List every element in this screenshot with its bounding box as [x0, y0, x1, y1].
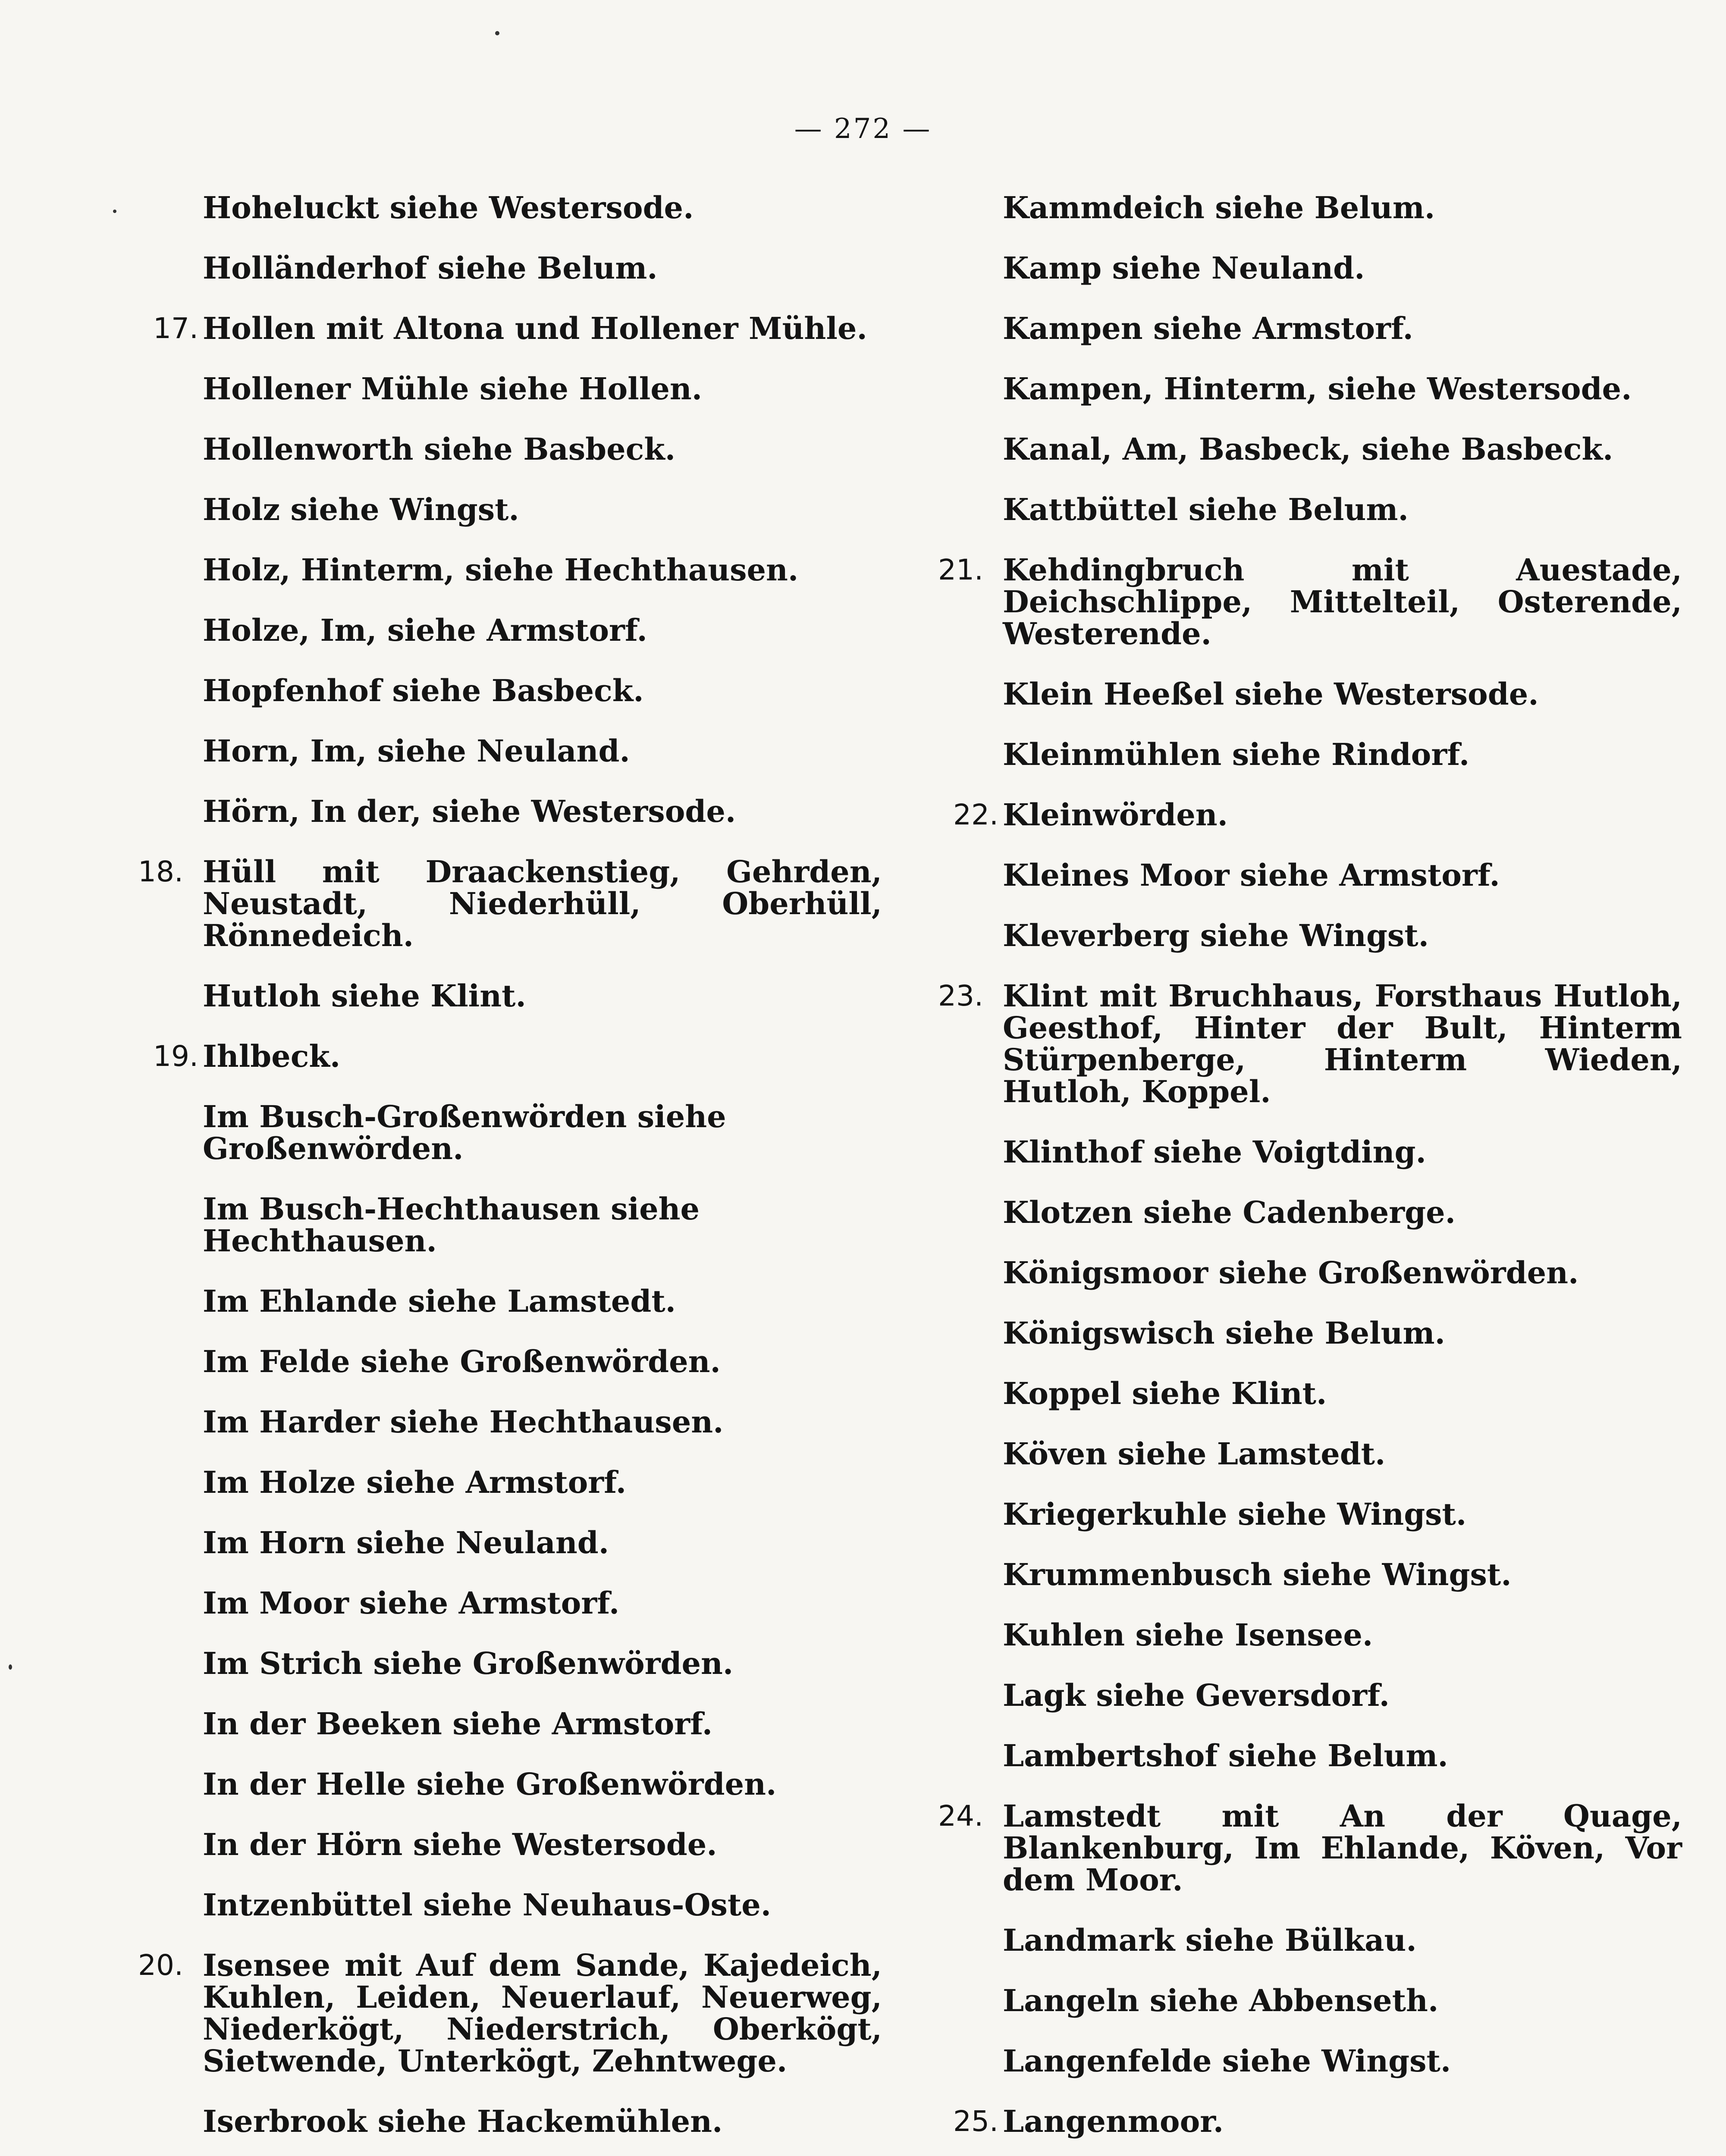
entry-text: Im Moor siehe Armstorf. [203, 1585, 620, 1621]
index-entry [129, 554, 882, 586]
index-entry [129, 433, 882, 465]
index-entry [929, 1438, 1682, 1470]
index-entry [929, 1194, 1682, 1230]
entry-text: Hollenworth siehe Basbeck. [203, 431, 676, 467]
index-entry [129, 1829, 882, 1861]
index-entry [929, 252, 1682, 284]
index-entry [929, 1985, 1682, 2017]
index-entry [129, 373, 882, 405]
print-speck [9, 1664, 12, 1670]
index-entry [129, 980, 882, 1012]
entry-text: Intzenbüttel siehe Neuhaus-Oste. [203, 1887, 772, 1923]
entry-text: Im Harder siehe Hechthausen. [203, 1404, 724, 1440]
print-speck [113, 210, 116, 213]
index-entry [929, 1559, 1682, 1591]
entry-text: Ihlbeck. [203, 1038, 341, 1074]
numbered-entry [929, 1800, 1682, 1896]
entry-text: Koppel siehe Klint. [1003, 1376, 1327, 1411]
index-entry [129, 494, 882, 526]
entry-text: Köven siehe Lamstedt. [1003, 1436, 1386, 1472]
index-entry [929, 1378, 1682, 1410]
entry-text: Iserbrook siehe Hackemühlen. [203, 2103, 723, 2139]
entry-text: Im Busch-Großenwörden siehe Großenwörden. [203, 1099, 726, 1166]
entry-text: Kleinwörden. [1003, 797, 1228, 833]
entry-text: Lamstedt mit An der Quage, Blankenburg, Im Ehlande, Köven, Vor dem Moor. [1003, 1798, 1682, 1898]
index-entry [929, 1498, 1682, 1530]
entry-number: 18. [138, 855, 183, 888]
entry-text: Hoheluckt siehe Westersode. [203, 190, 694, 226]
entry-text: Kanal, Am, Basbeck, siehe Basbeck. [1003, 431, 1613, 467]
entry-text: Hutloh siehe Klint. [203, 978, 526, 1014]
entry-text: Holze, Im, siehe Armstorf. [203, 612, 647, 648]
index-entry [929, 1740, 1682, 1772]
entry-text: Klinthof siehe Voigtding. [1003, 1134, 1426, 1170]
entry-text: Kampen, Hinterm, siehe Westersode. [1003, 371, 1632, 407]
entry-text: Langeln siehe Abbenseth. [1003, 1983, 1439, 2018]
entry-text: Im Strich siehe Großenwörden. [203, 1645, 734, 1681]
entry-text: Isensee mit Auf dem Sande, Kajedeich, Kuhlen, Leiden, Neuerlauf, Neuerweg, Niederkögt, Niederstrich, Oberkögt, Sietwende, Unterkögt, Zehntwege. [203, 1947, 882, 2079]
entry-number: 22. [953, 798, 998, 831]
print-speck [495, 31, 499, 35]
entry-text: Klotzen siehe Cadenberge. [1003, 1194, 1456, 1230]
index-entry [929, 736, 1682, 772]
index-entry [129, 735, 882, 767]
entry-number: 21. [938, 553, 983, 586]
right-column [929, 192, 1682, 2156]
index-entry [129, 1889, 882, 1921]
entry-text: Langenfelde siehe Wingst. [1003, 2043, 1451, 2079]
index-entry [129, 1587, 882, 1619]
index-entry [929, 1136, 1682, 1168]
numbered-entry [129, 1040, 882, 1072]
index-entry [129, 1768, 882, 1800]
entry-number: 17. [153, 312, 198, 345]
entry-text: Hopfenhof siehe Basbeck. [203, 673, 644, 708]
index-entry [929, 920, 1682, 952]
numbered-entry [929, 554, 1682, 650]
numbered-entry [929, 980, 1682, 1108]
entry-text: Kattbüttel siehe Belum. [1003, 492, 1409, 527]
entry-text: Hüll mit Draackenstieg, Gehrden, Neustadt, Niederhüll, Oberhüll, Rönnedeich. [203, 854, 882, 953]
index-entry [129, 1193, 882, 1257]
index-entry [929, 1677, 1682, 1713]
index-entry [129, 1346, 882, 1378]
index-entry [929, 373, 1682, 405]
entry-text: Königswisch siehe Belum. [1003, 1315, 1445, 1351]
entry-text: Kehdingbruch mit Auestade, Deichschlippe, Mittelteil, Osterende, Westerende. [1003, 552, 1682, 652]
index-entry [129, 1464, 882, 1500]
entry-text: Kamp siehe Neuland. [1003, 250, 1365, 286]
entry-number: 19. [153, 1040, 198, 1073]
index-entry [929, 433, 1682, 465]
entry-text: Im Ehlande siehe Lamstedt. [203, 1283, 676, 1319]
numbered-entry [929, 799, 1682, 831]
index-entry [929, 192, 1682, 224]
index-entry [129, 2103, 882, 2139]
entry-number: 23. [938, 979, 983, 1012]
index-entry [129, 1406, 882, 1438]
entry-text: Holz, Hinterm, siehe Hechthausen. [203, 552, 799, 588]
index-entry [129, 1285, 882, 1317]
entry-number: 25. [953, 2105, 998, 2138]
entry-text: Im Holze siehe Armstorf. [203, 1464, 627, 1500]
page-number: — 272 — [794, 113, 932, 145]
entry-text: In der Hörn siehe Westersode. [203, 1827, 717, 1862]
entry-text: Landmark siehe Bülkau. [1003, 1922, 1417, 1958]
numbered-entry [129, 1949, 882, 2077]
index-entry [929, 1257, 1682, 1289]
entry-text: Hollen mit Altona und Hollener Mühle. [203, 310, 867, 346]
numbered-entry [129, 856, 882, 952]
entry-text: Königsmoor siehe Großenwörden. [1003, 1255, 1579, 1291]
entry-text: Lambertshof siehe Belum. [1003, 1738, 1448, 1774]
entry-text: Holländerhof siehe Belum. [203, 250, 658, 286]
index-entry [129, 1101, 882, 1165]
entry-text: Klein Heeßel siehe Westersode. [1003, 676, 1539, 712]
numbered-entry [929, 2103, 1682, 2139]
entry-text: Horn, Im, siehe Neuland. [203, 733, 630, 769]
index-entry [129, 1645, 882, 1681]
index-entry [929, 1317, 1682, 1349]
entry-text: Kuhlen siehe Isensee. [1003, 1617, 1373, 1653]
entry-text: Kriegerkuhle siehe Wingst. [1003, 1496, 1467, 1532]
entry-text: Kleverberg siehe Wingst. [1003, 918, 1429, 953]
index-entry [929, 678, 1682, 710]
index-entry [129, 614, 882, 646]
entry-text: Holz siehe Wingst. [203, 492, 519, 527]
entry-text: Langenmoor. [1003, 2103, 1224, 2139]
index-entry [929, 494, 1682, 526]
entry-text: In der Beeken siehe Armstorf. [203, 1706, 713, 1742]
entry-text: Krummenbusch siehe Wingst. [1003, 1557, 1512, 1592]
left-column [129, 192, 882, 2156]
index-entry [929, 859, 1682, 891]
index-entry [129, 252, 882, 284]
index-entry [129, 675, 882, 707]
numbered-entry [129, 310, 882, 346]
entry-text: Klint mit Bruchhaus, Forsthaus Hutloh, Geesthof, Hinter der Bult, Hinterm Stürpenberge, Hinterm Wieden, Hutloh, Koppel. [1003, 978, 1682, 1109]
entry-text: Kampen siehe Armstorf. [1003, 310, 1413, 346]
index-entry [129, 1708, 882, 1740]
index-entry [929, 310, 1682, 346]
index-entry [929, 2045, 1682, 2077]
entry-text: In der Helle siehe Großenwörden. [203, 1766, 777, 1802]
entry-text: Kleines Moor siehe Armstorf. [1003, 857, 1500, 893]
entry-text: Im Horn siehe Neuland. [203, 1525, 609, 1561]
entry-number: 24. [938, 1799, 983, 1833]
entry-text: Im Busch-Hechthausen siehe Hechthausen. [203, 1191, 700, 1259]
index-entry [929, 1924, 1682, 1956]
entry-text: Kammdeich siehe Belum. [1003, 190, 1435, 226]
entry-text: Im Felde siehe Großenwörden. [203, 1344, 721, 1379]
entry-text: Hörn, In der, siehe Westersode. [203, 793, 736, 829]
index-entry [129, 1527, 882, 1559]
index-entry [129, 192, 882, 224]
index-entry [929, 1619, 1682, 1651]
entry-text: Lagk siehe Geversdorf. [1003, 1677, 1390, 1713]
entry-text: Hollener Mühle siehe Hollen. [203, 371, 703, 407]
entry-text: Kleinmühlen siehe Rindorf. [1003, 736, 1470, 772]
index-entry [129, 793, 882, 829]
entry-number: 20. [138, 1949, 183, 1982]
